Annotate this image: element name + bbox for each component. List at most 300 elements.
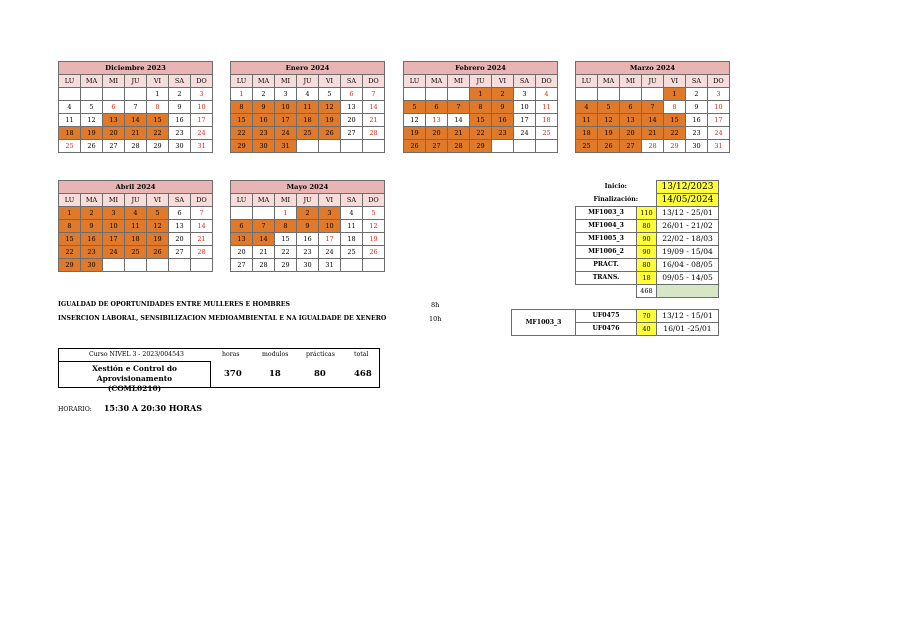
calendar-day: 14 [363,101,385,114]
calendar-week [231,127,385,140]
calendar-day: 14 [642,114,664,127]
calendar-day: 23 [253,127,275,140]
calendar-day: 6 [103,101,125,114]
calendar-empty-day [536,140,558,153]
module-hours: 80 [637,259,657,272]
calendar-day: 19 [147,233,169,246]
calendar-week [231,88,385,101]
calendar-day: 27 [231,259,253,272]
day-name: LU [231,75,253,88]
calendar-day: 27 [620,140,642,153]
calendar-day: 16 [81,233,103,246]
calendar-day: 15 [59,233,81,246]
day-name: MA [253,194,275,207]
calendar-day: 20 [103,127,125,140]
calendar-week [59,259,213,272]
calendar-empty-day [319,140,341,153]
calendar-week [59,246,213,259]
calendar-day: 20 [169,233,191,246]
calendar-day: 16 [297,233,319,246]
day-name: MI [103,194,125,207]
calendar-day: 4 [536,88,558,101]
calendar-empty-day [363,259,385,272]
course-modulos: 18 [269,369,281,379]
calendar-day: 19 [404,127,426,140]
calendar-day: 23 [169,127,191,140]
calendar-day: 20 [620,127,642,140]
calendar-day: 18 [341,233,363,246]
day-name: JU [470,75,492,88]
module-hours: 90 [637,233,657,246]
calendar-day: 30 [81,259,103,272]
calendar-title: Marzo 2024 [576,62,730,75]
calendar-day: 18 [59,127,81,140]
calendar-day: 11 [576,114,598,127]
day-name: MI [103,75,125,88]
calendar-week [576,101,730,114]
calendar-day: 3 [275,88,297,101]
calendar-week [231,233,385,246]
calendar-empty-day [169,259,191,272]
calendar-empty-day [81,88,103,101]
calendar-week [231,259,385,272]
calendar-title: Diciembre 2023 [59,62,213,75]
calendar-day: 30 [253,140,275,153]
calendar-empty-day [341,259,363,272]
calendar-week [59,207,213,220]
uf-table [511,309,719,336]
calendar-day: 13 [103,114,125,127]
calendar-week [231,220,385,233]
module-dates: 22/02 - 18/03 [657,233,719,246]
calendar-day: 13 [231,233,253,246]
calendar-day: 15 [470,114,492,127]
calendar-day: 23 [686,127,708,140]
calendar-day: 18 [125,233,147,246]
calendar-day: 12 [404,114,426,127]
calendar-day: 28 [363,127,385,140]
calendar-day: 16 [686,114,708,127]
calendar-day: 12 [363,220,385,233]
module-hours: 18 [637,272,657,285]
calendar-day: 23 [81,246,103,259]
module-dates: 26/01 - 21/02 [657,220,719,233]
calendar-day: 25 [59,140,81,153]
uf-hours: 40 [637,323,657,336]
calendar-day: 17 [514,114,536,127]
calendar-week [404,140,558,153]
module-dates: 16/04 - 08/05 [657,259,719,272]
module-row [576,207,719,220]
calendar-title: Febrero 2024 [404,62,558,75]
calendar-day: 2 [297,207,319,220]
calendar-day: 15 [664,114,686,127]
calendar-day: 20 [231,246,253,259]
day-name: LU [576,75,598,88]
calendar-day: 21 [642,127,664,140]
calendar-day: 5 [598,101,620,114]
calendar-empty-day [363,140,385,153]
calendar-day: 6 [426,101,448,114]
calendar-day: 4 [341,207,363,220]
fin-value: 14/05/2024 [657,194,719,207]
uf-name: UF0475 [576,310,637,323]
day-name: SA [169,75,191,88]
day-name: LU [404,75,426,88]
calendar-day: 8 [59,220,81,233]
day-name: SA [169,194,191,207]
calendar-day: 2 [253,88,275,101]
calendar-day: 28 [191,246,213,259]
note-igualdade-hours: 8h [431,301,440,309]
calendar-day: 2 [492,88,514,101]
calendar-week [231,207,385,220]
day-name: DO [708,75,730,88]
calendar-day: 14 [448,114,470,127]
course-practicas: 80 [314,369,326,379]
day-name: MA [598,75,620,88]
calendar-day: 15 [231,114,253,127]
calendar-day: 22 [664,127,686,140]
uf-hours: 70 [637,310,657,323]
horario [58,403,202,413]
uf-name: UF0476 [576,323,637,336]
course-label: Curso NIVEL 3 - 2023/004543 [89,351,184,358]
module-hours: 110 [637,207,657,220]
module-name: MF1004_3 [576,220,637,233]
calendar-day: 29 [59,259,81,272]
calendar-week [576,127,730,140]
calendar-day: 23 [492,127,514,140]
calendar-day: 17 [708,114,730,127]
calendar-day: 7 [642,101,664,114]
fin-label: Finalización: [593,195,638,203]
calendar-empty-day [598,88,620,101]
calendar-title: Abril 2024 [59,181,213,194]
day-name: LU [59,75,81,88]
day-name: SA [341,75,363,88]
calendar-day: 24 [319,246,341,259]
module-row [576,220,719,233]
calendar-day: 20 [341,114,363,127]
module-row [576,259,719,272]
calendar-day: 21 [363,114,385,127]
calendar-day: 25 [536,127,558,140]
calendar-day: 18 [576,127,598,140]
calendar-week [59,220,213,233]
day-name: DO [191,194,213,207]
module-hours: 90 [637,246,657,259]
calendar-day: 29 [470,140,492,153]
calendar-day: 9 [492,101,514,114]
calendar-day: 13 [620,114,642,127]
calendar-day: 17 [275,114,297,127]
uf-dates: 16/01 -25/01 [657,323,719,336]
calendar-day: 27 [103,140,125,153]
calendar-empty-day [191,259,213,272]
module-name: MF1003_3 [576,207,637,220]
calendar-week [576,114,730,127]
calendar-day: 4 [576,101,598,114]
calendar-day: 3 [514,88,536,101]
day-name: MA [81,194,103,207]
day-name: JU [297,194,319,207]
day-name: JU [125,194,147,207]
calendar-day: 24 [275,127,297,140]
calendar-day: 9 [253,101,275,114]
day-name: VI [147,75,169,88]
calendar-day: 26 [363,246,385,259]
calendar-week [404,101,558,114]
calendar-week [404,127,558,140]
calendar-day: 1 [59,207,81,220]
course-total: 468 [354,369,372,379]
calendar-week [231,101,385,114]
calendar-empty-day [125,88,147,101]
calendar-day: 19 [319,114,341,127]
day-name: DO [536,75,558,88]
horario-value: 15:30 A 20:30 HORAS [103,403,202,413]
calendar-day: 11 [59,114,81,127]
calendar-day: 7 [363,88,385,101]
calendar-day: 15 [147,114,169,127]
day-name: MA [81,75,103,88]
calendar-day: 27 [426,140,448,153]
calendar-day: 6 [620,101,642,114]
calendar-day: 11 [297,101,319,114]
calendar-day: 1 [470,88,492,101]
calendar-week [231,246,385,259]
calendar-day: 10 [275,101,297,114]
calendar-week [576,140,730,153]
note-insercion-hours: 10h [429,315,442,323]
summary-table [575,180,719,298]
calendar-empty-day [448,88,470,101]
calendar-day: 28 [253,259,275,272]
calendar-week [231,114,385,127]
calendar-day: 24 [708,127,730,140]
calendar-day: 24 [191,127,213,140]
calendar-day: 25 [576,140,598,153]
calendar-day: 7 [448,101,470,114]
calendar-day: 3 [103,207,125,220]
calendar-day: 14 [125,114,147,127]
calendar-week [231,140,385,153]
calendar-day: 18 [536,114,558,127]
calendar-day: 4 [125,207,147,220]
calendar-week [576,88,730,101]
calendar-day: 31 [708,140,730,153]
day-name: JU [642,75,664,88]
calendar-empty-day [59,88,81,101]
calendar-may-2024 [230,180,385,272]
course-name-code: (COML0210) [107,384,162,393]
calendar-day: 29 [147,140,169,153]
calendar-day: 5 [404,101,426,114]
calendar-day: 16 [169,114,191,127]
calendar-day: 10 [319,220,341,233]
calendar-day: 9 [297,220,319,233]
calendar-week [404,114,558,127]
calendar-day: 16 [492,114,514,127]
calendar-week [59,101,213,114]
calendar-day: 24 [103,246,125,259]
calendar-day: 10 [103,220,125,233]
calendar-day: 7 [191,207,213,220]
calendar-day: 3 [708,88,730,101]
calendar-day: 26 [147,246,169,259]
course-header-practicas: prácticas [306,351,335,358]
calendar-day: 24 [514,127,536,140]
day-name: VI [319,75,341,88]
calendar-empty-day [514,140,536,153]
calendar-day: 8 [664,101,686,114]
calendar-day: 9 [169,101,191,114]
calendar-ene-2024 [230,61,385,153]
day-name: MI [448,75,470,88]
calendar-day: 8 [275,220,297,233]
calendar-day: 21 [125,127,147,140]
calendar-day: 12 [598,114,620,127]
calendar-empty-day [642,88,664,101]
calendar-day: 4 [59,101,81,114]
calendar-day: 1 [275,207,297,220]
calendar-dic-2023 [58,61,213,153]
calendar-week [59,233,213,246]
module-name: TRANS. [576,272,637,285]
horario-label: HORARIO: [58,406,92,413]
calendar-day: 25 [125,246,147,259]
calendar-day: 1 [664,88,686,101]
calendar-day: 6 [231,220,253,233]
calendar-day: 30 [169,140,191,153]
inicio-label: Inicio: [604,183,627,190]
calendar-day: 26 [404,140,426,153]
calendar-day: 30 [686,140,708,153]
note-insercion: INSERCION LABORAL, SENSIBILIZACION MEDIOAMBIENTAL E NA IGUALDADE DE XENERO [58,315,387,322]
calendar-day: 18 [297,114,319,127]
calendar-day: 23 [297,246,319,259]
module-name: MF1006_2 [576,246,637,259]
calendar-day: 29 [231,140,253,153]
calendar-day: 5 [81,101,103,114]
day-name: SA [341,194,363,207]
day-name: MA [426,75,448,88]
calendar-day: 2 [169,88,191,101]
calendar-week [59,140,213,153]
calendar-day: 13 [426,114,448,127]
calendar-empty-day [125,259,147,272]
day-name: MI [620,75,642,88]
total-hours: 468 [637,285,657,298]
calendar-day: 2 [81,207,103,220]
module-dates: 13/12 - 25/01 [657,207,719,220]
calendar-day: 22 [147,127,169,140]
calendar-mar-2024 [575,61,730,153]
calendar-week [404,88,558,101]
calendar-day: 28 [125,140,147,153]
module-dates: 09/05 - 14/05 [657,272,719,285]
calendar-day: 17 [191,114,213,127]
calendar-day: 10 [191,101,213,114]
calendar-day: 8 [470,101,492,114]
calendar-title: Enero 2024 [231,62,385,75]
calendar-day: 17 [319,233,341,246]
calendar-abr-2024 [58,180,213,272]
calendar-empty-day [404,88,426,101]
course-name-line1: Xestión e Control do Aprovisionamento [92,364,177,383]
day-name: LU [231,194,253,207]
day-name: DO [363,75,385,88]
calendar-day: 10 [514,101,536,114]
calendar-day: 19 [598,127,620,140]
calendar-day: 29 [275,259,297,272]
calendar-day: 26 [319,127,341,140]
calendar-day: 9 [81,220,103,233]
calendar-day: 15 [275,233,297,246]
day-name: MA [253,75,275,88]
calendar-day: 31 [191,140,213,153]
course-box [58,348,380,393]
calendar-empty-day [103,259,125,272]
calendar-empty-day [426,88,448,101]
day-name: SA [686,75,708,88]
calendar-day: 22 [470,127,492,140]
note-igualdade: IGUALDAD DE OPORTUNIDADES ENTRE MULLERES E HOMBRES [58,301,290,308]
calendar-day: 31 [319,259,341,272]
calendar-feb-2024 [403,61,558,153]
calendar-day: 13 [341,101,363,114]
calendar-day: 6 [341,88,363,101]
day-name: VI [319,194,341,207]
day-name: JU [125,75,147,88]
day-name: VI [664,75,686,88]
calendar-title: Mayo 2024 [231,181,385,194]
calendar-day: 31 [275,140,297,153]
day-name: DO [363,194,385,207]
calendar-day: 21 [448,127,470,140]
course-header-horas: horas [222,351,240,358]
calendar-day: 26 [598,140,620,153]
calendar-week [59,114,213,127]
calendar-day: 1 [231,88,253,101]
course-header-total: total [354,351,369,358]
module-name: MF1005_3 [576,233,637,246]
calendar-empty-day [576,88,598,101]
calendar-day: 19 [81,127,103,140]
calendar-day: 5 [147,207,169,220]
course-header-modulos: modulos [262,351,289,358]
calendar-day: 2 [686,88,708,101]
day-name: SA [514,75,536,88]
calendar-day: 11 [536,101,558,114]
day-name: MI [275,194,297,207]
calendar-day: 11 [125,220,147,233]
uf-module-name: MF1003_3 [512,310,576,336]
day-name: VI [492,75,514,88]
calendar-day: 9 [686,101,708,114]
calendar-day: 25 [297,127,319,140]
total-empty [657,285,719,298]
calendar-day: 14 [253,233,275,246]
module-name: PRACT. [576,259,637,272]
calendar-day: 27 [169,246,191,259]
calendar-day: 5 [319,88,341,101]
calendar-day: 28 [642,140,664,153]
calendar-empty-day [620,88,642,101]
calendar-day: 8 [231,101,253,114]
calendar-empty-day [297,140,319,153]
